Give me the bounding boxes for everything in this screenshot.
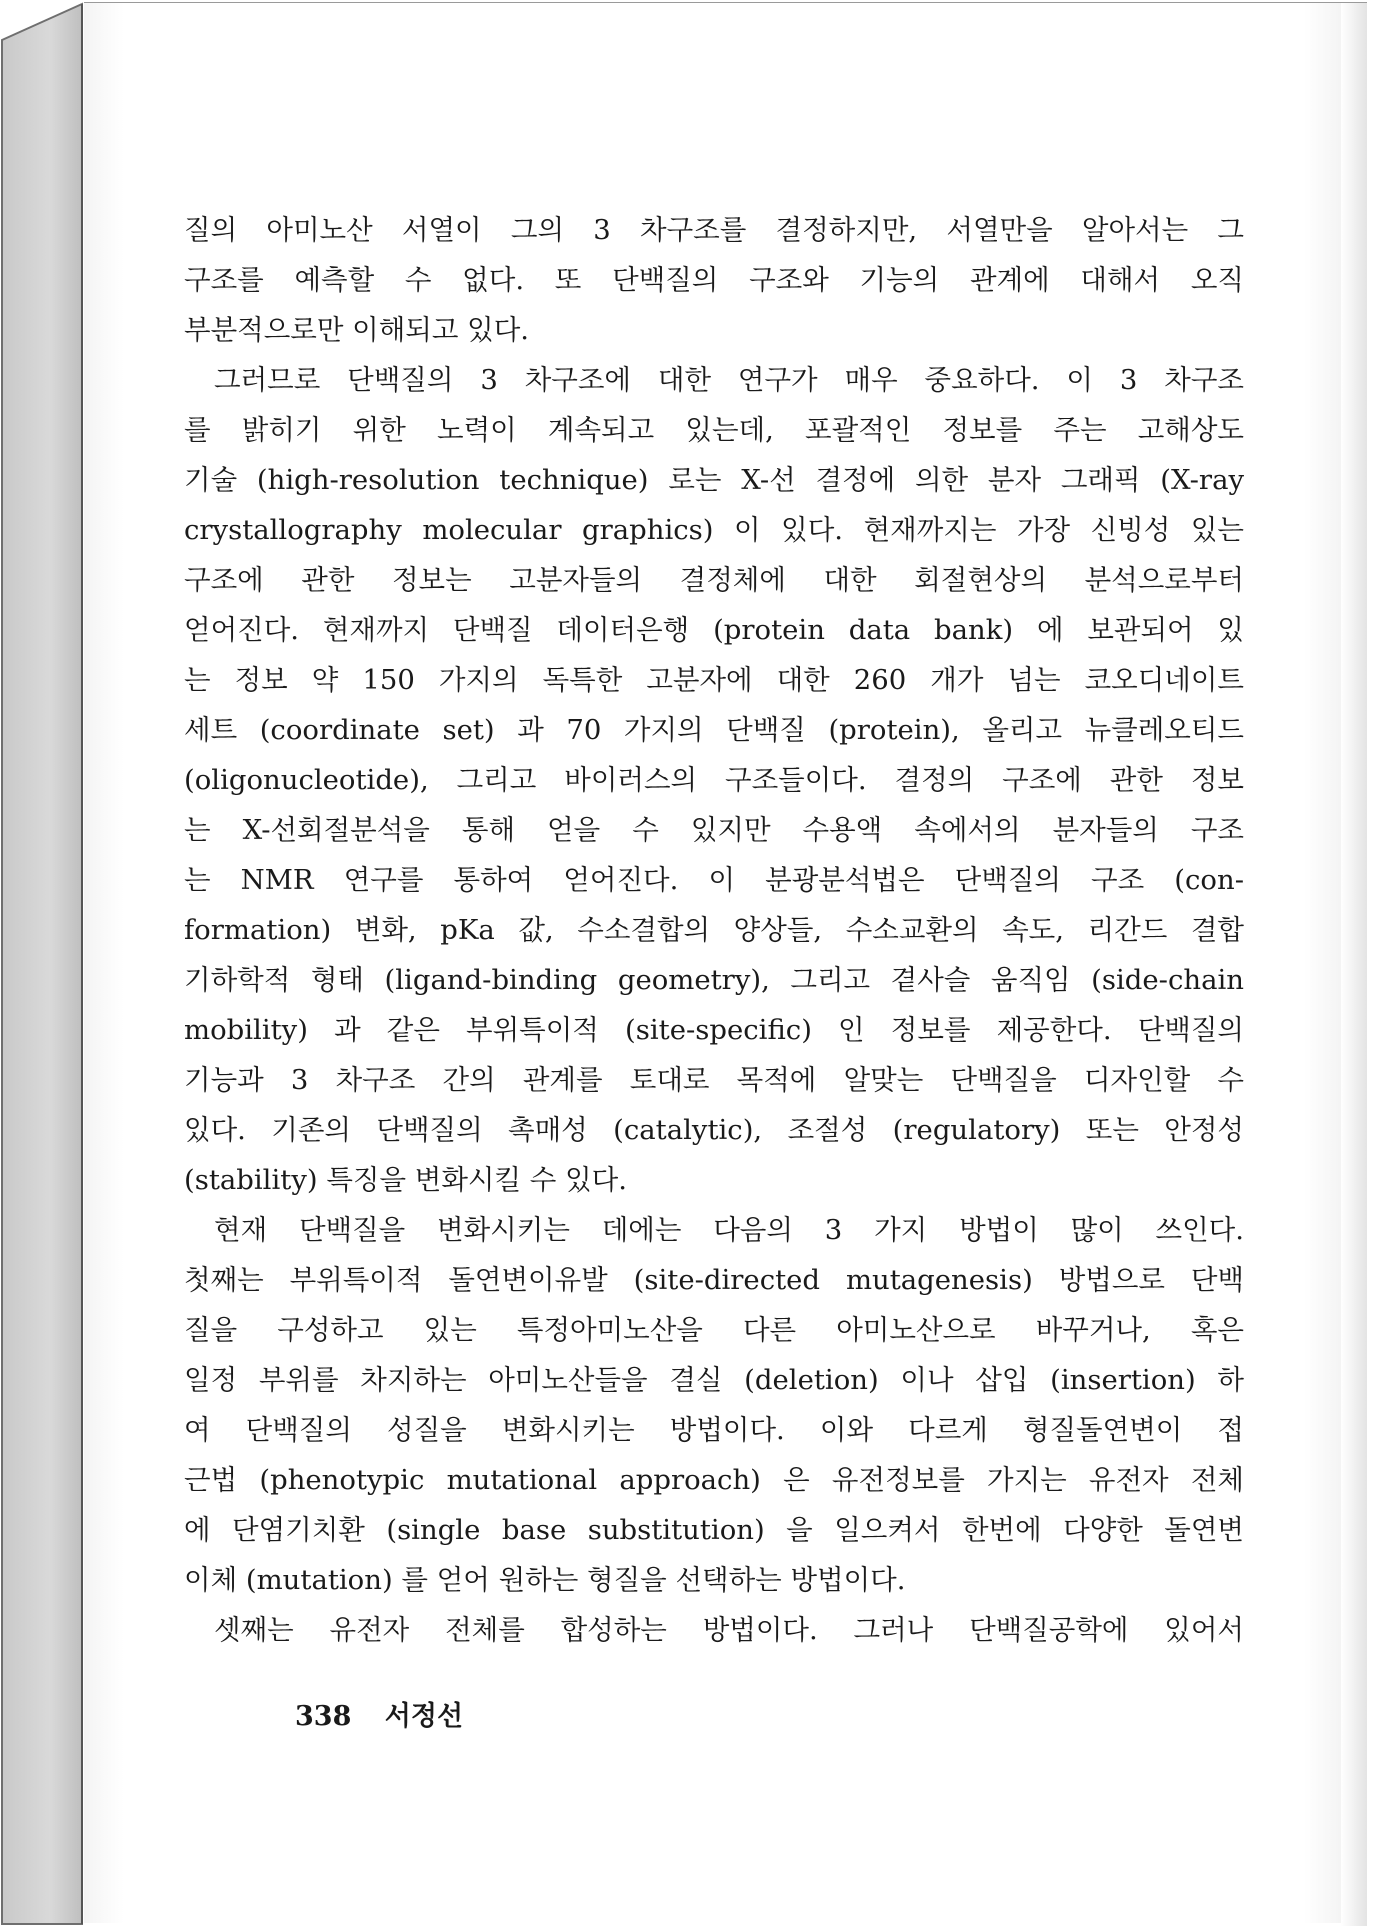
page-footer — [295, 1694, 463, 1733]
text-line: 여 단백질의 성질을 변화시키는 방법이다. 이와 다르게 형질돌연변이 접 — [184, 1414, 1244, 1446]
text-line: 셋째는 유전자 전체를 합성하는 방법이다. 그러나 단백질공학에 있어서 — [214, 1614, 1244, 1646]
text-line: 이체 (mutation) 를 얻어 원하는 형질을 선택하는 방법이다. — [184, 1564, 906, 1596]
text-line: 세트 (coordinate set) 과 70 가지의 단백질 (protein), 올리고 뉴클레오티드 — [184, 714, 1244, 746]
book-spine — [0, 0, 84, 1926]
text-line: 일정 부위를 차지하는 아미노산들을 결실 (deletion) 이나 삽입 (insertion) 하 — [184, 1364, 1244, 1396]
page-edge-shadow — [1341, 3, 1367, 1926]
text-line: (stability) 특징을 변화시킬 수 있다. — [184, 1164, 627, 1196]
text-line: 첫째는 부위특이적 돌연변이유발 (site-directed mutagenesis) 방법으로 단백 — [184, 1264, 1244, 1296]
text-line: 를 밝히기 위한 노력이 계속되고 있는데, 포괄적인 정보를 주는 고해상도 — [184, 414, 1244, 446]
text-line: 는 X-선회절분석을 통해 얻을 수 있지만 수용액 속에서의 분자들의 구조 — [184, 814, 1244, 846]
text-line: 질의 아미노산 서열이 그의 3 차구조를 결정하지만, 서열만을 알아서는 그 — [184, 214, 1244, 246]
text-line: (oligonucleotide), 그리고 바이러스의 구조들이다. 결정의 구조에 관한 정보 — [184, 764, 1244, 796]
text-line: 얻어진다. 현재까지 단백질 데이터은행 (protein data bank) 에 보관되어 있 — [184, 614, 1244, 646]
text-line: 구조에 관한 정보는 고분자들의 결정체에 대한 회절현상의 분석으로부터 — [184, 564, 1244, 596]
text-line: 그러므로 단백질의 3 차구조에 대한 연구가 매우 중요하다. 이 3 차구조 — [214, 364, 1244, 396]
text-line: 기능과 3 차구조 간의 관계를 토대로 목적에 알맞는 단백질을 디자인할 수 — [184, 1064, 1244, 1096]
text-line: 는 정보 약 150 가지의 독특한 고분자에 대한 260 개가 넘는 코오디네이트 — [184, 664, 1244, 696]
text-line: formation) 변화, pKa 값, 수소결합의 양상들, 수소교환의 속도, 리간드 결합 — [184, 914, 1244, 946]
text-line: 부분적으로만 이해되고 있다. — [184, 314, 530, 346]
page-number: 338 — [295, 1701, 352, 1732]
text-line: 기술 (high-resolution technique) 로는 X-선 결정에 의한 분자 그래픽 (X-ray — [184, 464, 1244, 496]
text-line: 에 단염기치환 (single base substitution) 을 일으켜서 한번에 다양한 돌연변 — [184, 1514, 1244, 1546]
text-line: 있다. 기존의 단백질의 촉매성 (catalytic), 조절성 (regulatory) 또는 안정성 — [184, 1114, 1244, 1146]
text-line: 근법 (phenotypic mutational approach) 은 유전정보를 가지는 유전자 전체 — [184, 1464, 1244, 1496]
text-line: 구조를 예측할 수 없다. 또 단백질의 구조와 기능의 관계에 대해서 오직 — [184, 264, 1244, 296]
text-line: mobility) 과 같은 부위특이적 (site-specific) 인 정보를 제공한다. 단백질의 — [184, 1014, 1244, 1046]
text-line: 현재 단백질을 변화시키는 데에는 다음의 3 가지 방법이 많이 쓰인다. — [214, 1214, 1244, 1246]
text-line: 질을 구성하고 있는 특정아미노산을 다른 아미노산으로 바꾸거나, 혹은 — [184, 1314, 1244, 1346]
text-line: 기하학적 형태 (ligand-binding geometry), 그리고 곁사슬 움직임 (side-chain — [184, 964, 1244, 996]
text-line: 는 NMR 연구를 통하여 얻어진다. 이 분광분석법은 단백질의 구조 (con- — [184, 864, 1244, 896]
text-line: crystallography molecular graphics) 이 있다. 현재까지는 가장 신빙성 있는 — [184, 514, 1244, 546]
author-name: 서정선 — [384, 1701, 464, 1732]
